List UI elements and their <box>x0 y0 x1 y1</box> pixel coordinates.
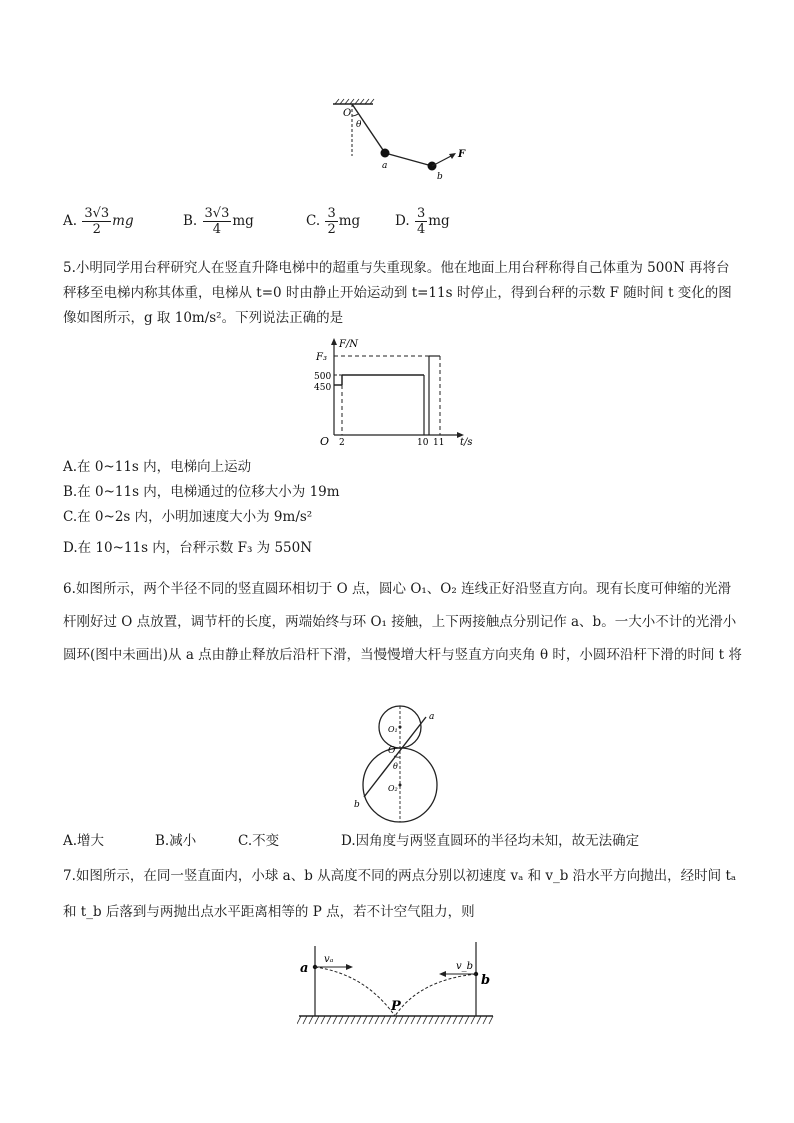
q5-x-tick-2: 2 <box>339 438 345 448</box>
q4-label-theta: θ <box>356 120 362 130</box>
q6-label-O1: O₁ <box>388 725 398 734</box>
q6-option-a: A.增大 <box>63 833 105 849</box>
q7-label-a: a <box>300 961 309 976</box>
q4-label-F: F <box>458 149 466 160</box>
q5-y-tick-500: 500 <box>314 372 332 382</box>
q7-label-b: b <box>481 973 491 988</box>
q5-option-c: C.在 0~2s 内，小明加速度大小为 9m/s² <box>63 509 313 525</box>
q6-stem: 6.如图所示，两个半径不同的竖直圆环相切于 O 点，圆心 O₁、O₂ 连线正好沿竖直方向。现有长度可伸缩的光滑杆刚好过 O 点放置，调节杆的长度，两端始终与环 O₁ 接触，上下两接触点分别记作 a、b。一大小不计的光滑小圆环(图中未画出)从 a 点由静止释放后沿杆下滑，当慢慢增大杆与竖直方向夹角 θ 时，小圆环沿杆下滑的时间 t 将 <box>63 581 742 663</box>
q5-origin-label: O <box>320 435 330 448</box>
q6-label-O2: O₂ <box>388 784 398 793</box>
q4-option-b: B. $\frac{3√3}{4}$ mg <box>183 206 254 237</box>
q5-y-tick-450: 450 <box>314 383 332 393</box>
q6-option-c: C.不变 <box>238 833 280 849</box>
q4-label-O: O <box>343 108 352 119</box>
q6-option-d: D.因角度与两竖直圆环的半径均未知，故无法确定 <box>341 833 640 849</box>
q5-x-axis-label: t/s <box>460 437 473 448</box>
q4-option-c: C. $\frac{3}{2}$ mg <box>306 206 361 237</box>
q7-figure <box>297 938 497 1034</box>
q6-label-b: b <box>354 800 360 810</box>
q6-label-a: a <box>429 712 435 722</box>
q6-figure <box>330 703 450 833</box>
q5-chart <box>308 338 488 448</box>
q6-label-theta: θ <box>393 762 398 771</box>
q4-label-b: b <box>437 172 443 182</box>
q4-option-d: D. $\frac{3}{4}$ mg <box>395 206 450 237</box>
q5-x-tick-11: 11 <box>433 438 445 448</box>
q7-stem: 7.如图所示，在同一竖直面内，小球 a、b 从高度不同的两点分别以初速度 vₐ 和 v_b 沿水平方向抛出，经时间 tₐ 和 t_b 后落到与两抛出点水平距离相等的 P 点，若不计空气阻力，则 <box>63 868 737 920</box>
q6-label-O: O <box>388 746 396 756</box>
q4-option-a: A. $\frac{3√3}{2}$ mg <box>63 206 134 237</box>
q5-y-axis-label: F/N <box>339 339 359 350</box>
q7-label-vb: v_b <box>456 961 474 972</box>
q5-x-tick-10: 10 <box>417 438 429 448</box>
q5-option-a: A.在 0~11s 内，电梯向上运动 <box>63 459 252 475</box>
q5-option-b: B.在 0~11s 内，电梯通过的位移大小为 19m <box>63 484 340 500</box>
q6-option-b: B.减小 <box>155 833 197 849</box>
q5-stem: 5.小明同学用台秤研究人在竖直升降电梯中的超重与失重现象。他在地面上用台秤称得自己体重为 500N 再将台秤移至电梯内称其体重，电梯从 t=0 时由静止开始运动到 t=11s 时停止，得到台秤的示数 F 随时间 t 变化的图像如图所示，g 取 10m/s²。下列说法正确的是 <box>63 260 732 326</box>
q4-figure <box>325 96 475 186</box>
q4-label-a: a <box>382 161 388 171</box>
q7-label-P: P <box>391 999 401 1014</box>
q7-label-va: vₐ <box>324 954 334 965</box>
q5-y-tick-f3: F₃ <box>316 352 327 363</box>
q5-option-d: D.在 10~11s 内，台秤示数 F₃ 为 550N <box>63 540 313 556</box>
